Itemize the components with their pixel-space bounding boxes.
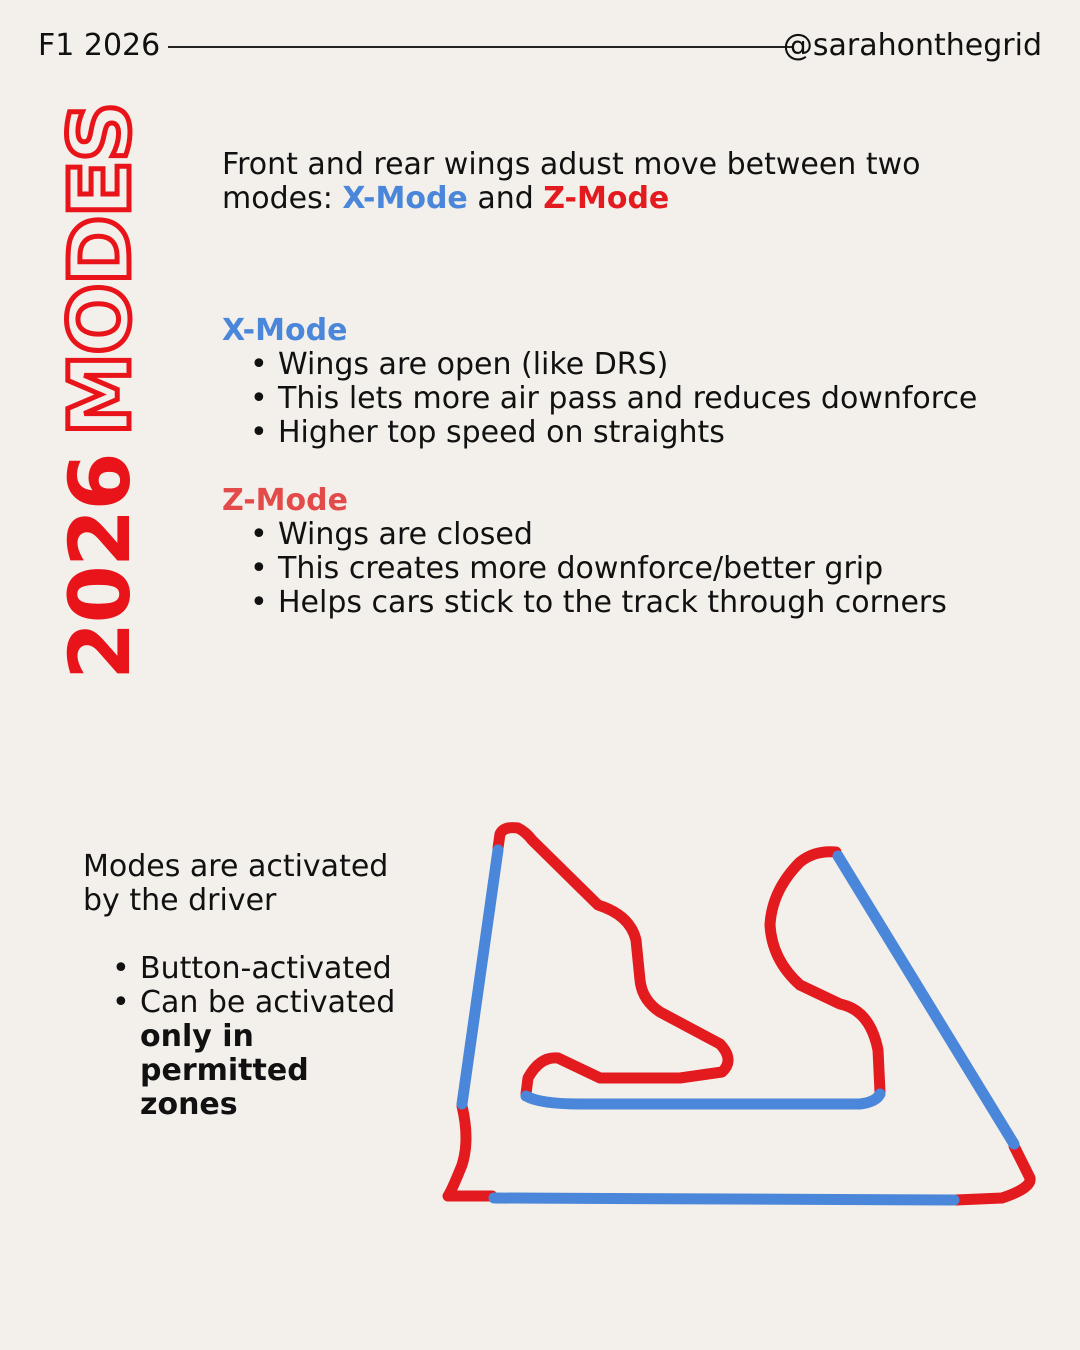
title-word: MODES bbox=[51, 103, 149, 437]
z-mode-heading: Z-Mode bbox=[222, 483, 348, 518]
x-mode-segment bbox=[494, 1198, 954, 1200]
x-mode-segment bbox=[526, 1094, 880, 1104]
activation-bold-text: only in permitted zones bbox=[140, 1019, 309, 1122]
author-handle: @sarahonthegrid bbox=[782, 28, 1042, 63]
list-item: • Helps cars stick to the track through corners bbox=[250, 586, 947, 620]
z-mode-segment bbox=[498, 828, 728, 1094]
activation-list bbox=[112, 952, 412, 1122]
z-mode-segment bbox=[956, 1146, 1030, 1200]
list-item: • Button-activated bbox=[112, 952, 412, 986]
z-mode-segment bbox=[448, 1106, 492, 1196]
list-item: • This creates more downforce/better grip bbox=[250, 552, 947, 586]
title-year: 2026 bbox=[51, 454, 149, 680]
z-mode-list bbox=[250, 518, 947, 620]
activation-plain-text: Can be activated bbox=[140, 985, 396, 1020]
bahrain-circuit-map-icon bbox=[430, 810, 1060, 1230]
intro-text bbox=[222, 148, 1002, 216]
x-mode-heading: X-Mode bbox=[222, 313, 348, 348]
list-item: • Wings are open (like DRS) bbox=[250, 348, 977, 382]
list-item: • Wings are closed bbox=[250, 518, 947, 552]
intro-text-2: and bbox=[467, 181, 544, 216]
list-item bbox=[112, 986, 412, 1122]
intro-z-mode: Z-Mode bbox=[543, 181, 670, 216]
x-mode-segment bbox=[462, 850, 498, 1104]
activation-text: Modes are activated by the driver bbox=[83, 849, 389, 918]
page-title bbox=[51, 103, 149, 680]
header-label: F1 2026 bbox=[38, 28, 161, 63]
intro-text-1: Front and rear wings adust move between two modes: bbox=[222, 147, 921, 216]
header-divider bbox=[168, 46, 792, 48]
list-item: • Higher top speed on straights bbox=[250, 416, 977, 450]
list-item: • This lets more air pass and reduces downforce bbox=[250, 382, 977, 416]
x-mode-list bbox=[250, 348, 977, 450]
intro-x-mode: X-Mode bbox=[342, 181, 468, 216]
